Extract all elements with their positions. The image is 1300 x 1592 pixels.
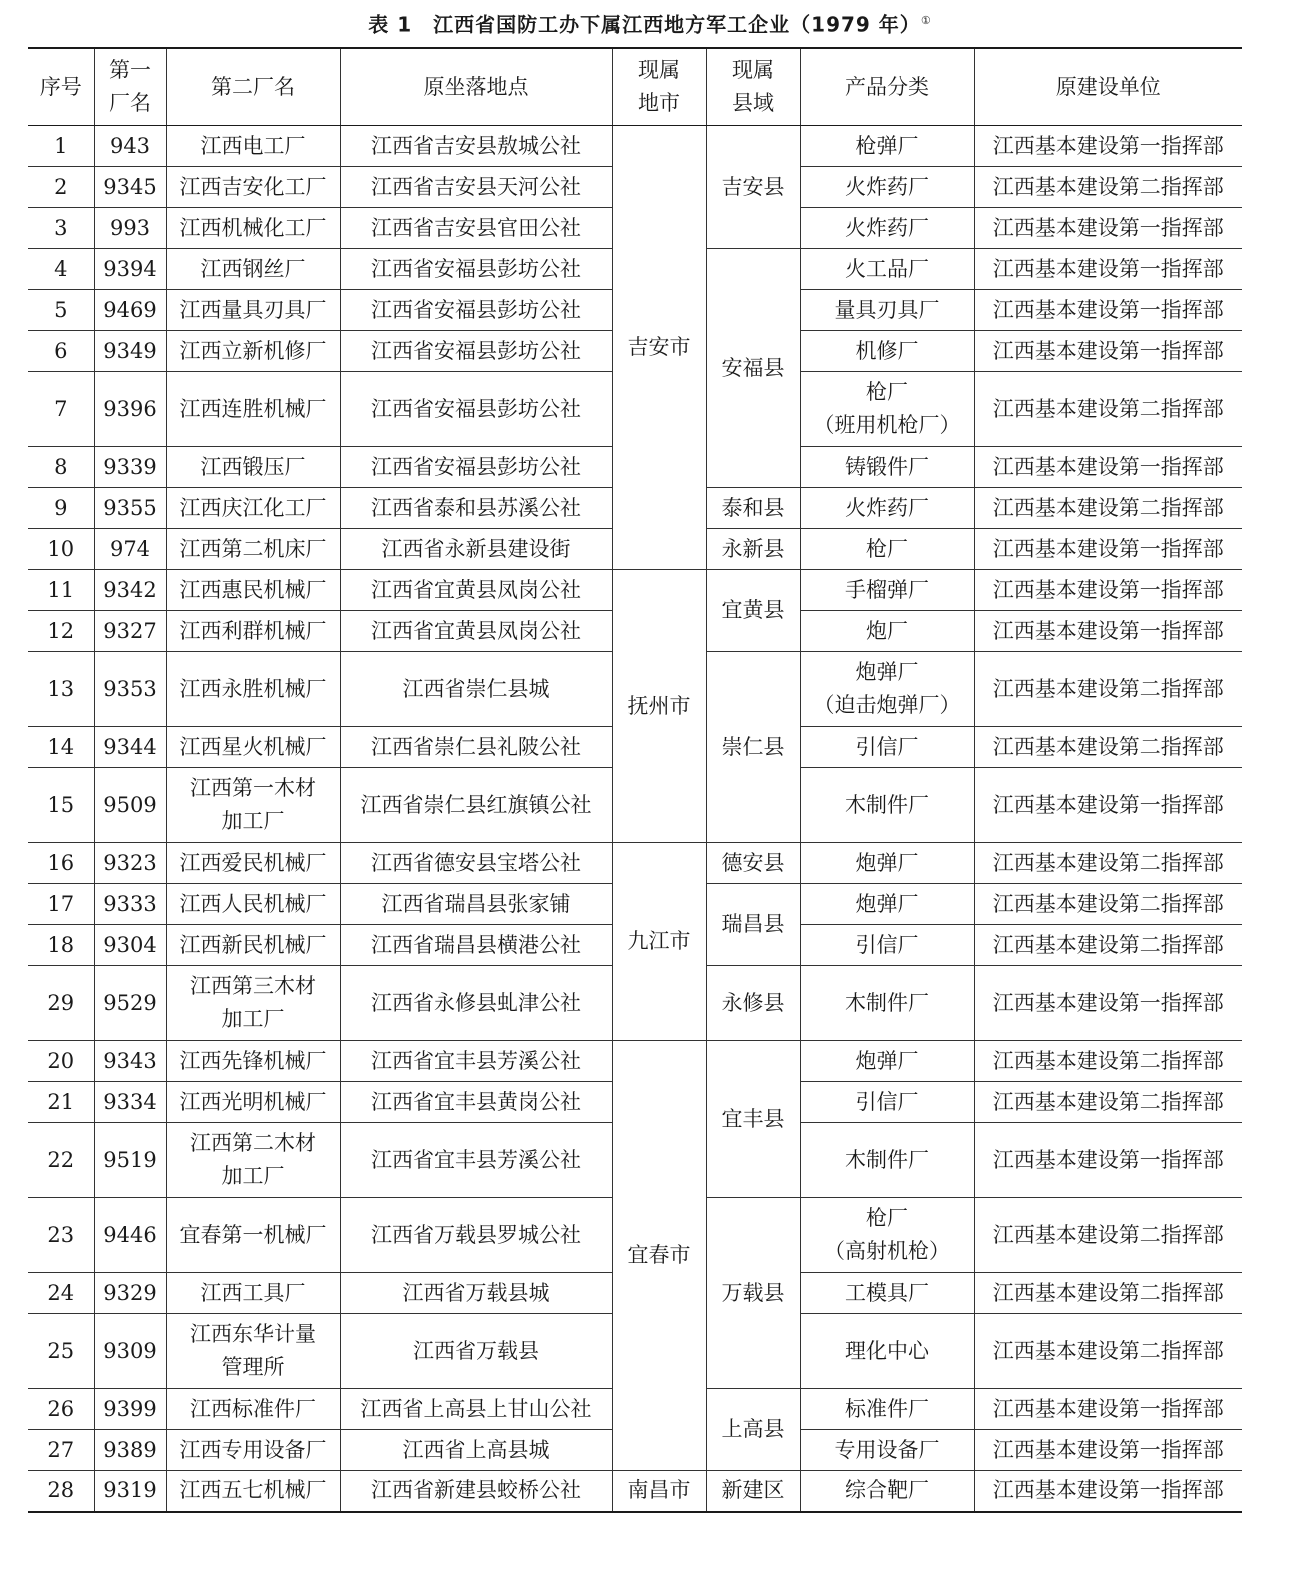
cell-product-category: 炮弹厂 （迫击炮弹厂）: [800, 652, 974, 727]
cell-serial-no: 29: [28, 966, 94, 1041]
cell-second-factory-name: 江西新民机械厂: [166, 925, 340, 966]
cell-product-category: 专用设备厂: [800, 1430, 974, 1471]
cell-original-location: 江西省万载县: [340, 1314, 612, 1389]
cell-original-location: 江西省安福县彭坊公社: [340, 372, 612, 447]
cell-construction-unit: 江西基本建设第一指挥部: [974, 570, 1242, 611]
cell-serial-no: 20: [28, 1041, 94, 1082]
cell-second-factory-name: 江西标准件厂: [166, 1389, 340, 1430]
cell-construction-unit: 江西基本建设第一指挥部: [974, 290, 1242, 331]
table-row: [28, 1471, 1242, 1512]
cell-current-city: 南昌市: [612, 1471, 706, 1512]
cell-serial-no: 18: [28, 925, 94, 966]
cell-current-county: 崇仁县: [706, 652, 800, 843]
cell-first-factory-name: 9353: [94, 652, 166, 727]
cell-first-factory-name: 9319: [94, 1471, 166, 1512]
cell-first-factory-name: 993: [94, 208, 166, 249]
cell-serial-no: 14: [28, 727, 94, 768]
cell-current-city: 宜春市: [612, 1041, 706, 1471]
cell-serial-no: 2: [28, 167, 94, 208]
cell-original-location: 江西省万载县城: [340, 1273, 612, 1314]
cell-construction-unit: 江西基本建设第一指挥部: [974, 208, 1242, 249]
cell-original-location: 江西省安福县彭坊公社: [340, 249, 612, 290]
cell-second-factory-name: 江西量具刃具厂: [166, 290, 340, 331]
enterprise-table: [28, 47, 1242, 1513]
cell-first-factory-name: 9304: [94, 925, 166, 966]
cell-second-factory-name: 江西第一木材 加工厂: [166, 768, 340, 843]
cell-product-category: 手榴弹厂: [800, 570, 974, 611]
cell-first-factory-name: 9339: [94, 447, 166, 488]
cell-product-category: 火炸药厂: [800, 208, 974, 249]
cell-product-category: 炮弹厂: [800, 1041, 974, 1082]
cell-first-factory-name: 9389: [94, 1430, 166, 1471]
cell-second-factory-name: 江西第二木材 加工厂: [166, 1123, 340, 1198]
cell-current-county: 永新县: [706, 529, 800, 570]
cell-serial-no: 27: [28, 1430, 94, 1471]
cell-serial-no: 24: [28, 1273, 94, 1314]
cell-original-location: 江西省万载县罗城公社: [340, 1198, 612, 1273]
cell-first-factory-name: 9334: [94, 1082, 166, 1123]
table-row: [28, 570, 1242, 611]
cell-second-factory-name: 江西庆江化工厂: [166, 488, 340, 529]
cell-construction-unit: 江西基本建设第二指挥部: [974, 1314, 1242, 1389]
cell-second-factory-name: 江西爱民机械厂: [166, 843, 340, 884]
cell-original-location: 江西省安福县彭坊公社: [340, 447, 612, 488]
cell-construction-unit: 江西基本建设第一指挥部: [974, 611, 1242, 652]
cell-first-factory-name: 9396: [94, 372, 166, 447]
cell-product-category: 火炸药厂: [800, 167, 974, 208]
header-row: [28, 48, 1242, 126]
cell-second-factory-name: 江西工具厂: [166, 1273, 340, 1314]
header-first-factory-name: 第一 厂名: [94, 48, 166, 126]
cell-product-category: 炮厂: [800, 611, 974, 652]
cell-current-city: 九江市: [612, 843, 706, 1041]
cell-second-factory-name: 江西星火机械厂: [166, 727, 340, 768]
cell-product-category: 机修厂: [800, 331, 974, 372]
cell-serial-no: 10: [28, 529, 94, 570]
cell-product-category: 引信厂: [800, 1082, 974, 1123]
cell-current-city: 吉安市: [612, 126, 706, 570]
cell-construction-unit: 江西基本建设第一指挥部: [974, 126, 1242, 167]
cell-product-category: 量具刃具厂: [800, 290, 974, 331]
cell-second-factory-name: 江西惠民机械厂: [166, 570, 340, 611]
cell-current-county: 德安县: [706, 843, 800, 884]
cell-current-county: 安福县: [706, 249, 800, 488]
cell-serial-no: 16: [28, 843, 94, 884]
cell-original-location: 江西省瑞昌县横港公社: [340, 925, 612, 966]
cell-product-category: 木制件厂: [800, 1123, 974, 1198]
cell-construction-unit: 江西基本建设第二指挥部: [974, 727, 1242, 768]
cell-original-location: 江西省宜黄县凤岗公社: [340, 611, 612, 652]
cell-construction-unit: 江西基本建设第二指挥部: [974, 372, 1242, 447]
cell-current-county: 宜黄县: [706, 570, 800, 652]
cell-serial-no: 26: [28, 1389, 94, 1430]
cell-product-category: 引信厂: [800, 925, 974, 966]
cell-product-category: 工模具厂: [800, 1273, 974, 1314]
cell-original-location: 江西省上高县上甘山公社: [340, 1389, 612, 1430]
cell-original-location: 江西省安福县彭坊公社: [340, 290, 612, 331]
cell-serial-no: 25: [28, 1314, 94, 1389]
cell-first-factory-name: 9446: [94, 1198, 166, 1273]
cell-serial-no: 3: [28, 208, 94, 249]
cell-serial-no: 21: [28, 1082, 94, 1123]
table-row: [28, 1041, 1242, 1082]
cell-first-factory-name: 9344: [94, 727, 166, 768]
cell-second-factory-name: 江西先锋机械厂: [166, 1041, 340, 1082]
header-current-county: 现属 县域: [706, 48, 800, 126]
cell-construction-unit: 江西基本建设第一指挥部: [974, 529, 1242, 570]
cell-construction-unit: 江西基本建设第一指挥部: [974, 768, 1242, 843]
cell-second-factory-name: 江西东华计量 管理所: [166, 1314, 340, 1389]
cell-product-category: 枪弹厂: [800, 126, 974, 167]
cell-product-category: 引信厂: [800, 727, 974, 768]
cell-product-category: 木制件厂: [800, 966, 974, 1041]
cell-current-county: 泰和县: [706, 488, 800, 529]
cell-original-location: 江西省崇仁县礼陂公社: [340, 727, 612, 768]
cell-product-category: 标准件厂: [800, 1389, 974, 1430]
cell-current-county: 吉安县: [706, 126, 800, 249]
cell-second-factory-name: 江西第二机床厂: [166, 529, 340, 570]
cell-first-factory-name: 9509: [94, 768, 166, 843]
cell-second-factory-name: 江西连胜机械厂: [166, 372, 340, 447]
cell-original-location: 江西省新建县蛟桥公社: [340, 1471, 612, 1512]
cell-product-category: 综合靶厂: [800, 1471, 974, 1512]
header-serial-no: 序号: [28, 48, 94, 126]
cell-original-location: 江西省上高县城: [340, 1430, 612, 1471]
cell-original-location: 江西省崇仁县红旗镇公社: [340, 768, 612, 843]
cell-serial-no: 8: [28, 447, 94, 488]
cell-product-category: 炮弹厂: [800, 843, 974, 884]
cell-current-county: 新建区: [706, 1471, 800, 1512]
cell-product-category: 炮弹厂: [800, 884, 974, 925]
header-construction-unit: 原建设单位: [974, 48, 1242, 126]
cell-original-location: 江西省宜丰县芳溪公社: [340, 1041, 612, 1082]
cell-original-location: 江西省崇仁县城: [340, 652, 612, 727]
header-original-location: 原坐落地点: [340, 48, 612, 126]
cell-serial-no: 6: [28, 331, 94, 372]
cell-construction-unit: 江西基本建设第一指挥部: [974, 331, 1242, 372]
cell-construction-unit: 江西基本建设第二指挥部: [974, 843, 1242, 884]
cell-serial-no: 23: [28, 1198, 94, 1273]
cell-product-category: 火炸药厂: [800, 488, 974, 529]
cell-second-factory-name: 江西人民机械厂: [166, 884, 340, 925]
cell-second-factory-name: 江西第三木材 加工厂: [166, 966, 340, 1041]
cell-construction-unit: 江西基本建设第二指挥部: [974, 1273, 1242, 1314]
cell-first-factory-name: 943: [94, 126, 166, 167]
cell-current-county: 瑞昌县: [706, 884, 800, 966]
cell-current-city: 抚州市: [612, 570, 706, 843]
cell-second-factory-name: 宜春第一机械厂: [166, 1198, 340, 1273]
cell-construction-unit: 江西基本建设第二指挥部: [974, 1198, 1242, 1273]
cell-first-factory-name: 9342: [94, 570, 166, 611]
cell-construction-unit: 江西基本建设第一指挥部: [974, 966, 1242, 1041]
cell-original-location: 江西省永新县建设街: [340, 529, 612, 570]
cell-current-county: 上高县: [706, 1389, 800, 1471]
cell-original-location: 江西省吉安县敖城公社: [340, 126, 612, 167]
cell-construction-unit: 江西基本建设第一指挥部: [974, 1430, 1242, 1471]
cell-construction-unit: 江西基本建设第一指挥部: [974, 1389, 1242, 1430]
header-product-category: 产品分类: [800, 48, 974, 126]
cell-construction-unit: 江西基本建设第二指挥部: [974, 925, 1242, 966]
cell-first-factory-name: 9329: [94, 1273, 166, 1314]
cell-second-factory-name: 江西电工厂: [166, 126, 340, 167]
table-body: [28, 126, 1242, 1512]
cell-original-location: 江西省泰和县苏溪公社: [340, 488, 612, 529]
cell-construction-unit: 江西基本建设第一指挥部: [974, 1123, 1242, 1198]
header-second-factory-name: 第二厂名: [166, 48, 340, 126]
cell-product-category: 火工品厂: [800, 249, 974, 290]
cell-construction-unit: 江西基本建设第一指挥部: [974, 447, 1242, 488]
cell-second-factory-name: 江西永胜机械厂: [166, 652, 340, 727]
cell-product-category: 枪厂 （高射机枪）: [800, 1198, 974, 1273]
cell-current-county: 万载县: [706, 1198, 800, 1389]
cell-construction-unit: 江西基本建设第二指挥部: [974, 652, 1242, 727]
cell-second-factory-name: 江西五七机械厂: [166, 1471, 340, 1512]
cell-original-location: 江西省瑞昌县张家铺: [340, 884, 612, 925]
cell-product-category: 枪厂 （班用机枪厂）: [800, 372, 974, 447]
cell-second-factory-name: 江西利群机械厂: [166, 611, 340, 652]
cell-second-factory-name: 江西光明机械厂: [166, 1082, 340, 1123]
cell-second-factory-name: 江西专用设备厂: [166, 1430, 340, 1471]
cell-original-location: 江西省宜黄县凤岗公社: [340, 570, 612, 611]
cell-product-category: 枪厂: [800, 529, 974, 570]
cell-first-factory-name: 974: [94, 529, 166, 570]
cell-serial-no: 9: [28, 488, 94, 529]
cell-first-factory-name: 9355: [94, 488, 166, 529]
cell-product-category: 理化中心: [800, 1314, 974, 1389]
cell-serial-no: 5: [28, 290, 94, 331]
cell-original-location: 江西省宜丰县黄岗公社: [340, 1082, 612, 1123]
cell-serial-no: 15: [28, 768, 94, 843]
cell-first-factory-name: 9323: [94, 843, 166, 884]
cell-serial-no: 13: [28, 652, 94, 727]
table-caption: [0, 4, 1300, 42]
cell-first-factory-name: 9469: [94, 290, 166, 331]
caption-text: 表 1 江西省国防工办下属江西地方军工企业（1979 年）: [368, 12, 921, 37]
cell-first-factory-name: 9345: [94, 167, 166, 208]
table-row: [28, 843, 1242, 884]
cell-first-factory-name: 9327: [94, 611, 166, 652]
cell-second-factory-name: 江西立新机修厂: [166, 331, 340, 372]
cell-construction-unit: 江西基本建设第二指挥部: [974, 167, 1242, 208]
cell-first-factory-name: 9529: [94, 966, 166, 1041]
cell-second-factory-name: 江西锻压厂: [166, 447, 340, 488]
cell-serial-no: 17: [28, 884, 94, 925]
cell-serial-no: 11: [28, 570, 94, 611]
footnote-mark: ①: [920, 14, 932, 27]
cell-serial-no: 7: [28, 372, 94, 447]
header-current-city: 现属 地市: [612, 48, 706, 126]
cell-serial-no: 1: [28, 126, 94, 167]
cell-construction-unit: 江西基本建设第一指挥部: [974, 1471, 1242, 1512]
cell-serial-no: 4: [28, 249, 94, 290]
table-row: [28, 126, 1242, 167]
cell-product-category: 木制件厂: [800, 768, 974, 843]
cell-original-location: 江西省宜丰县芳溪公社: [340, 1123, 612, 1198]
cell-first-factory-name: 9343: [94, 1041, 166, 1082]
cell-serial-no: 12: [28, 611, 94, 652]
cell-first-factory-name: 9399: [94, 1389, 166, 1430]
cell-construction-unit: 江西基本建设第二指挥部: [974, 1041, 1242, 1082]
cell-original-location: 江西省永修县虬津公社: [340, 966, 612, 1041]
cell-first-factory-name: 9394: [94, 249, 166, 290]
cell-serial-no: 22: [28, 1123, 94, 1198]
cell-product-category: 铸锻件厂: [800, 447, 974, 488]
cell-first-factory-name: 9519: [94, 1123, 166, 1198]
cell-construction-unit: 江西基本建设第二指挥部: [974, 884, 1242, 925]
cell-second-factory-name: 江西机械化工厂: [166, 208, 340, 249]
cell-first-factory-name: 9349: [94, 331, 166, 372]
cell-first-factory-name: 9309: [94, 1314, 166, 1389]
cell-first-factory-name: 9333: [94, 884, 166, 925]
cell-construction-unit: 江西基本建设第一指挥部: [974, 249, 1242, 290]
cell-original-location: 江西省安福县彭坊公社: [340, 331, 612, 372]
cell-original-location: 江西省吉安县天河公社: [340, 167, 612, 208]
cell-current-county: 宜丰县: [706, 1041, 800, 1198]
cell-original-location: 江西省德安县宝塔公社: [340, 843, 612, 884]
cell-second-factory-name: 江西吉安化工厂: [166, 167, 340, 208]
cell-second-factory-name: 江西钢丝厂: [166, 249, 340, 290]
cell-construction-unit: 江西基本建设第二指挥部: [974, 488, 1242, 529]
cell-serial-no: 28: [28, 1471, 94, 1512]
cell-original-location: 江西省吉安县官田公社: [340, 208, 612, 249]
cell-construction-unit: 江西基本建设第二指挥部: [974, 1082, 1242, 1123]
cell-current-county: 永修县: [706, 966, 800, 1041]
